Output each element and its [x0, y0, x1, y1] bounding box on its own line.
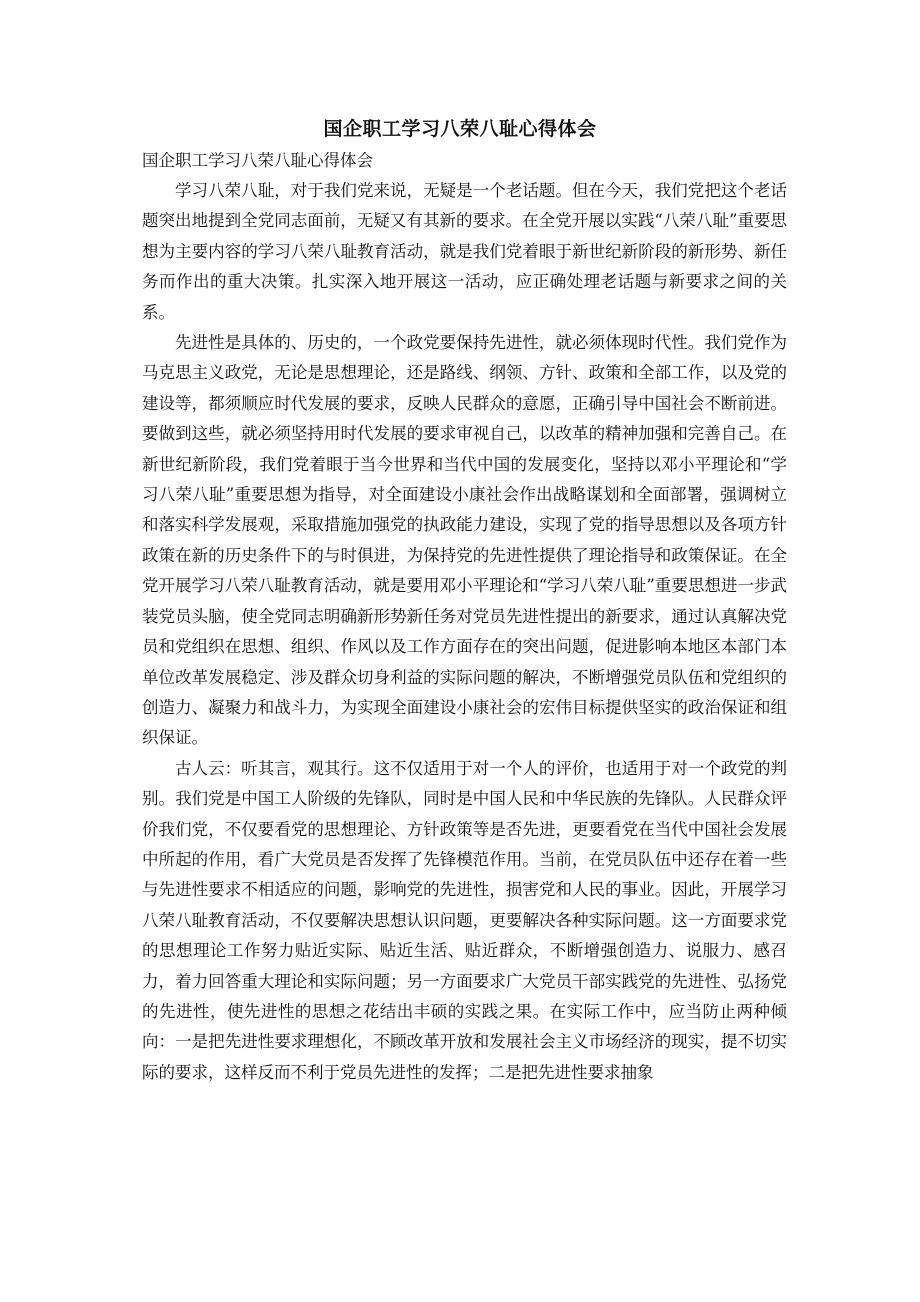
paragraph-1: 学习八荣八耻，对于我们党来说，无疑是一个老话题。但在今天，我们党把这个老话题突出地提到全党同志面前，无疑又有其新的要求。在全党开展以实践“八荣八耻”重要思想为主要内容的学习八荣八耻教育活动，就是我们党着眼于新世纪新阶段的新形势、新任务而作出的重大决策。扎实深入地开展这一活动，应正确处理老话题与新要求之间的关系。	[142, 181, 787, 322]
document-body	[142, 176, 787, 1088]
document-title: 国企职工学习八荣八耻心得体会	[323, 118, 597, 140]
document-subtitle: 国企职工学习八荣八耻心得体会	[142, 151, 373, 170]
paragraph-3: 古人云：听其言，观其行。这不仅适用于对一个人的评价，也适用于对一个政党的判别。我们党是中国工人阶级的先锋队，同时是中国人民和中华民族的先锋队。人民群众评价我们党，不仅要看党的思想理论、方针政策等是否先进，更要看党在当代中国社会发展中所起的作用，看广大党员是否发挥了先锋模范作用。当前，在党员队伍中还存在着一些与先进性要求不相适应的问题，影响党的先进性，损害党和人民的事业。因此，开展学习八荣八耻教育活动，不仅要解决思想认识问题，更要解决各种实际问题。这一方面要求党的思想理论工作努力贴近实际、贴近生活、贴近群众，不断增强创造力、说服力、感召力，着力回答重大理论和实际问题；另一方面要求广大党员干部实践党的先进性、弘扬党的先进性，使先进性的思想之花结出丰硕的实践之果。在实际工作中，应当防止两种倾向：一是把先进性要求理想化，不顾改革开放和发展社会主义市场经济的现实，提不切实际的要求，这样反而不利于党员先进性的发挥；二是把先进性要求抽象	[142, 758, 787, 1082]
paragraph-2: 先进性是具体的、历史的，一个政党要保持先进性，就必须体现时代性。我们党作为马克思主义政党，无论是思想理论，还是路线、纲领、方针、政策和全部工作，以及党的建设等，都须顺应时代发展的要求，反映人民群众的意愿，正确引导中国社会不断前进。要做到这些，就必须坚持用时代发展的要求审视自己，以改革的精神加强和完善自己。在新世纪新阶段，我们党着眼于当今世界和当代中国的发展变化，坚持以邓小平理论和“学习八荣八耻”重要思想为指导，对全面建设小康社会作出战略谋划和全面部署，强调树立和落实科学发展观，采取措施加强党的执政能力建设，实现了党的指导思想以及各项方针政策在新的历史条件下的与时俱进，为保持党的先进性提供了理论指导和政策保证。在全党开展学习八荣八耻教育活动，就是要用邓小平理论和“学习八荣八耻”重要思想进一步武装党员头脑，使全党同志明确新形势新任务对党员先进性提出的新要求，通过认真解决党员和党组织在思想、组织、作风以及工作方面存在的突出问题，促进影响本地区本部门本单位改革发展稳定、涉及群众切身利益的实际问题的解决，不断增强党员队伍和党组织的创造力、凝聚力和战斗力，为实现全面建设小康社会的宏伟目标提供坚实的政治保证和组织保证。	[142, 333, 787, 748]
